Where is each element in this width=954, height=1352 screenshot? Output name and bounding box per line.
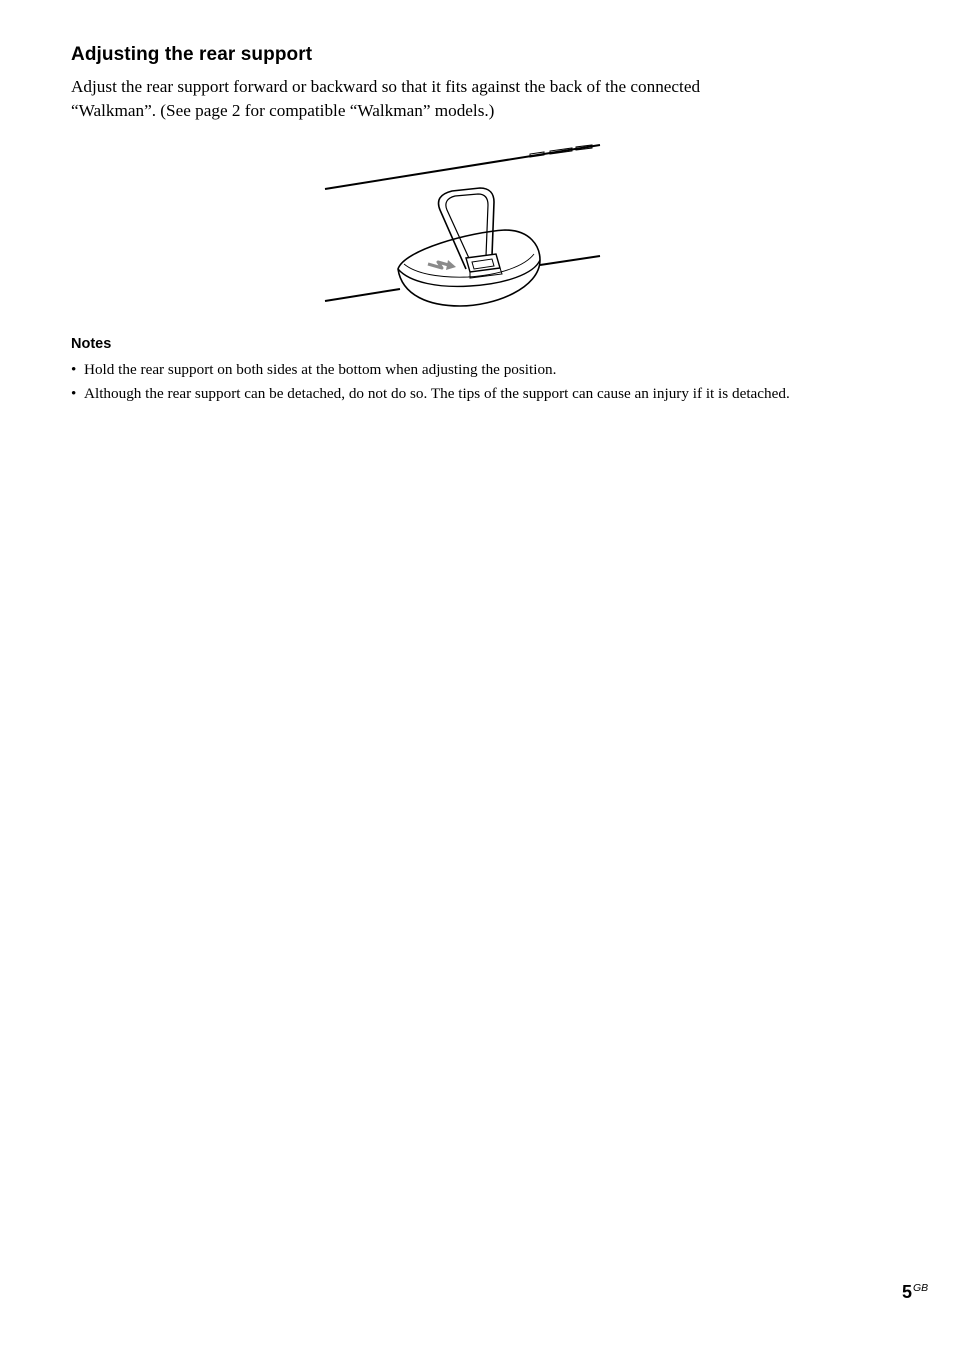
unit-bottom-edge-right bbox=[540, 256, 600, 265]
unit-top-edge bbox=[325, 145, 600, 189]
note-text: Although the rear support can be detached, do not do so. The tips of the support can cause an injury if it is detached. bbox=[84, 385, 790, 402]
page-number bbox=[902, 1282, 928, 1303]
intro-paragraph bbox=[71, 75, 831, 123]
notes-title: Notes bbox=[71, 336, 112, 352]
note-item bbox=[71, 382, 901, 406]
intro-paragraph-line-1: Adjust the rear support forward or backward so that it fits against the back of the connected bbox=[71, 77, 701, 96]
section-heading: Adjusting the rear support bbox=[71, 44, 313, 65]
intro-paragraph-line-2: “Walkman”. (See page 2 for compatible “Walkman” models.) bbox=[71, 101, 495, 120]
rear-support-clip bbox=[466, 254, 500, 272]
note-item bbox=[71, 358, 901, 382]
bullet-icon: • bbox=[71, 385, 77, 402]
bullet-icon: • bbox=[71, 361, 77, 378]
rear-support-illustration bbox=[320, 138, 610, 310]
rear-support-drawing bbox=[320, 138, 610, 310]
page-number-value: 5 bbox=[902, 1282, 913, 1302]
note-text: Hold the rear support on both sides at the bottom when adjusting the position. bbox=[84, 361, 557, 378]
page-number-suffix: GB bbox=[913, 1282, 929, 1294]
notes-list bbox=[71, 358, 901, 406]
unit-bottom-edge-left bbox=[325, 289, 400, 301]
